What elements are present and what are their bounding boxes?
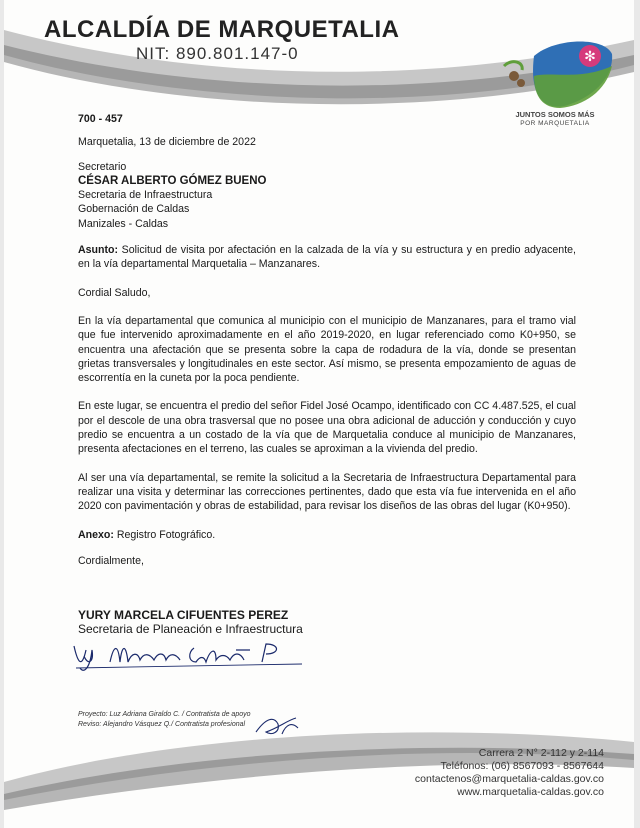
slogan-sub: POR MARQUETALIA [520, 120, 590, 127]
handwritten-signature [70, 638, 310, 674]
letter-body [78, 112, 576, 637]
signer-name: YURY MARCELA CIFUENTES PEREZ [78, 608, 289, 623]
slogan-main: JUNTOS SOMOS MÁS [515, 110, 595, 119]
annex-text: Registro Fotográfico. [116, 528, 216, 541]
subject [78, 243, 576, 272]
org-nit: NIT: 890.801.147-0 [136, 44, 299, 63]
footer-address: Carrera 2 N° 2-112 y 2-114 [478, 747, 604, 759]
recipient-city: Manizales - Caldas [78, 217, 169, 230]
svg-text:✻: ✻ [584, 49, 596, 65]
municipality-logo-icon [494, 36, 614, 114]
subject-label: Asunto: [78, 244, 119, 257]
footer-email: contactenos@marquetalia-caldas.gov.co [414, 773, 604, 785]
reviewed-by: Reviso: Alejandro Vásquez Q./ Contratista profesional [78, 721, 246, 728]
annex [78, 528, 576, 542]
greeting: Cordial Saludo, [78, 286, 151, 299]
paragraph-3: Al ser una vía departamental, se remite la solicitud a la Secretaria de Infraestructura Departamental para realizar una visita y determinar las correcciones pertinentes, dado que esta vía fue intervenida en el año 2020 con pavimentación y obras de estabilidad, para revisar los diseños de las obras del lugar (K0+950). [78, 471, 576, 513]
footer-contact [415, 747, 604, 799]
annex-label: Anexo: [78, 528, 114, 541]
recipient-title: Secretario [78, 160, 127, 173]
footer-website: www.marquetalia-caldas.gov.co [457, 786, 604, 798]
signer-block [78, 608, 576, 637]
paragraph-1: En la vía departamental que comunica al municipio con el municipio de Manzanares, para el tramo vial que fue intervenido aproximadamente en el año 2019-2020, en lugar referenciado como K0+950, se encuentra una afectación que se presenta sobre la capa de rodadura de la vía, donde se presentan grietas transversales y longitudinales en este sector. Así mismo, se presenta empozamiento de aguas de escorrentía en la cuneta por la poca pendiente. [78, 314, 576, 385]
subject-text: Solicitud de visita por afectación en la calzada de la vía y su estructura y en predio adyacente, en la vía departamental Marquetalia – Manzanares. [78, 244, 576, 271]
projected-by: Proyecto: Luz Adriana Giraldo C. / Contratista de apoyo [78, 711, 251, 718]
recipient-role: Secretaria de Infraestructura [78, 189, 213, 202]
reference-number: 700 - 457 [78, 113, 123, 125]
footer-phones: Teléfonos: (06) 8567093 - 8567644 [440, 760, 604, 772]
recipient-entity: Gobernación de Caldas [78, 203, 190, 216]
signer-role: Secretaria de Planeación e Infraestructura [78, 622, 303, 637]
letter-page [4, 0, 634, 828]
paragraph-2: En este lugar, se encuentra el predio del señor Fidel José Ocampo, identificado con CC 4.487.525, el cual por el descole de una obra trasversal que no posee una obra adicional de aducción y conducción y cuyo predio se encuentra a un costado de la vía que de Marquetalia conduce al municipio de Manzanares, presenta afectaciones en el terreno, las cuales se aproximan a la vivienda del predio. [78, 400, 576, 456]
closing: Cordialmente, [78, 554, 144, 567]
recipient-block [78, 160, 576, 231]
org-name: ALCALDÍA DE MARQUETALIA [44, 16, 400, 43]
recipient-name: CÉSAR ALBERTO GÓMEZ BUENO [78, 174, 267, 187]
place-date: Marquetalia, 13 de diciembre de 2022 [78, 136, 256, 149]
